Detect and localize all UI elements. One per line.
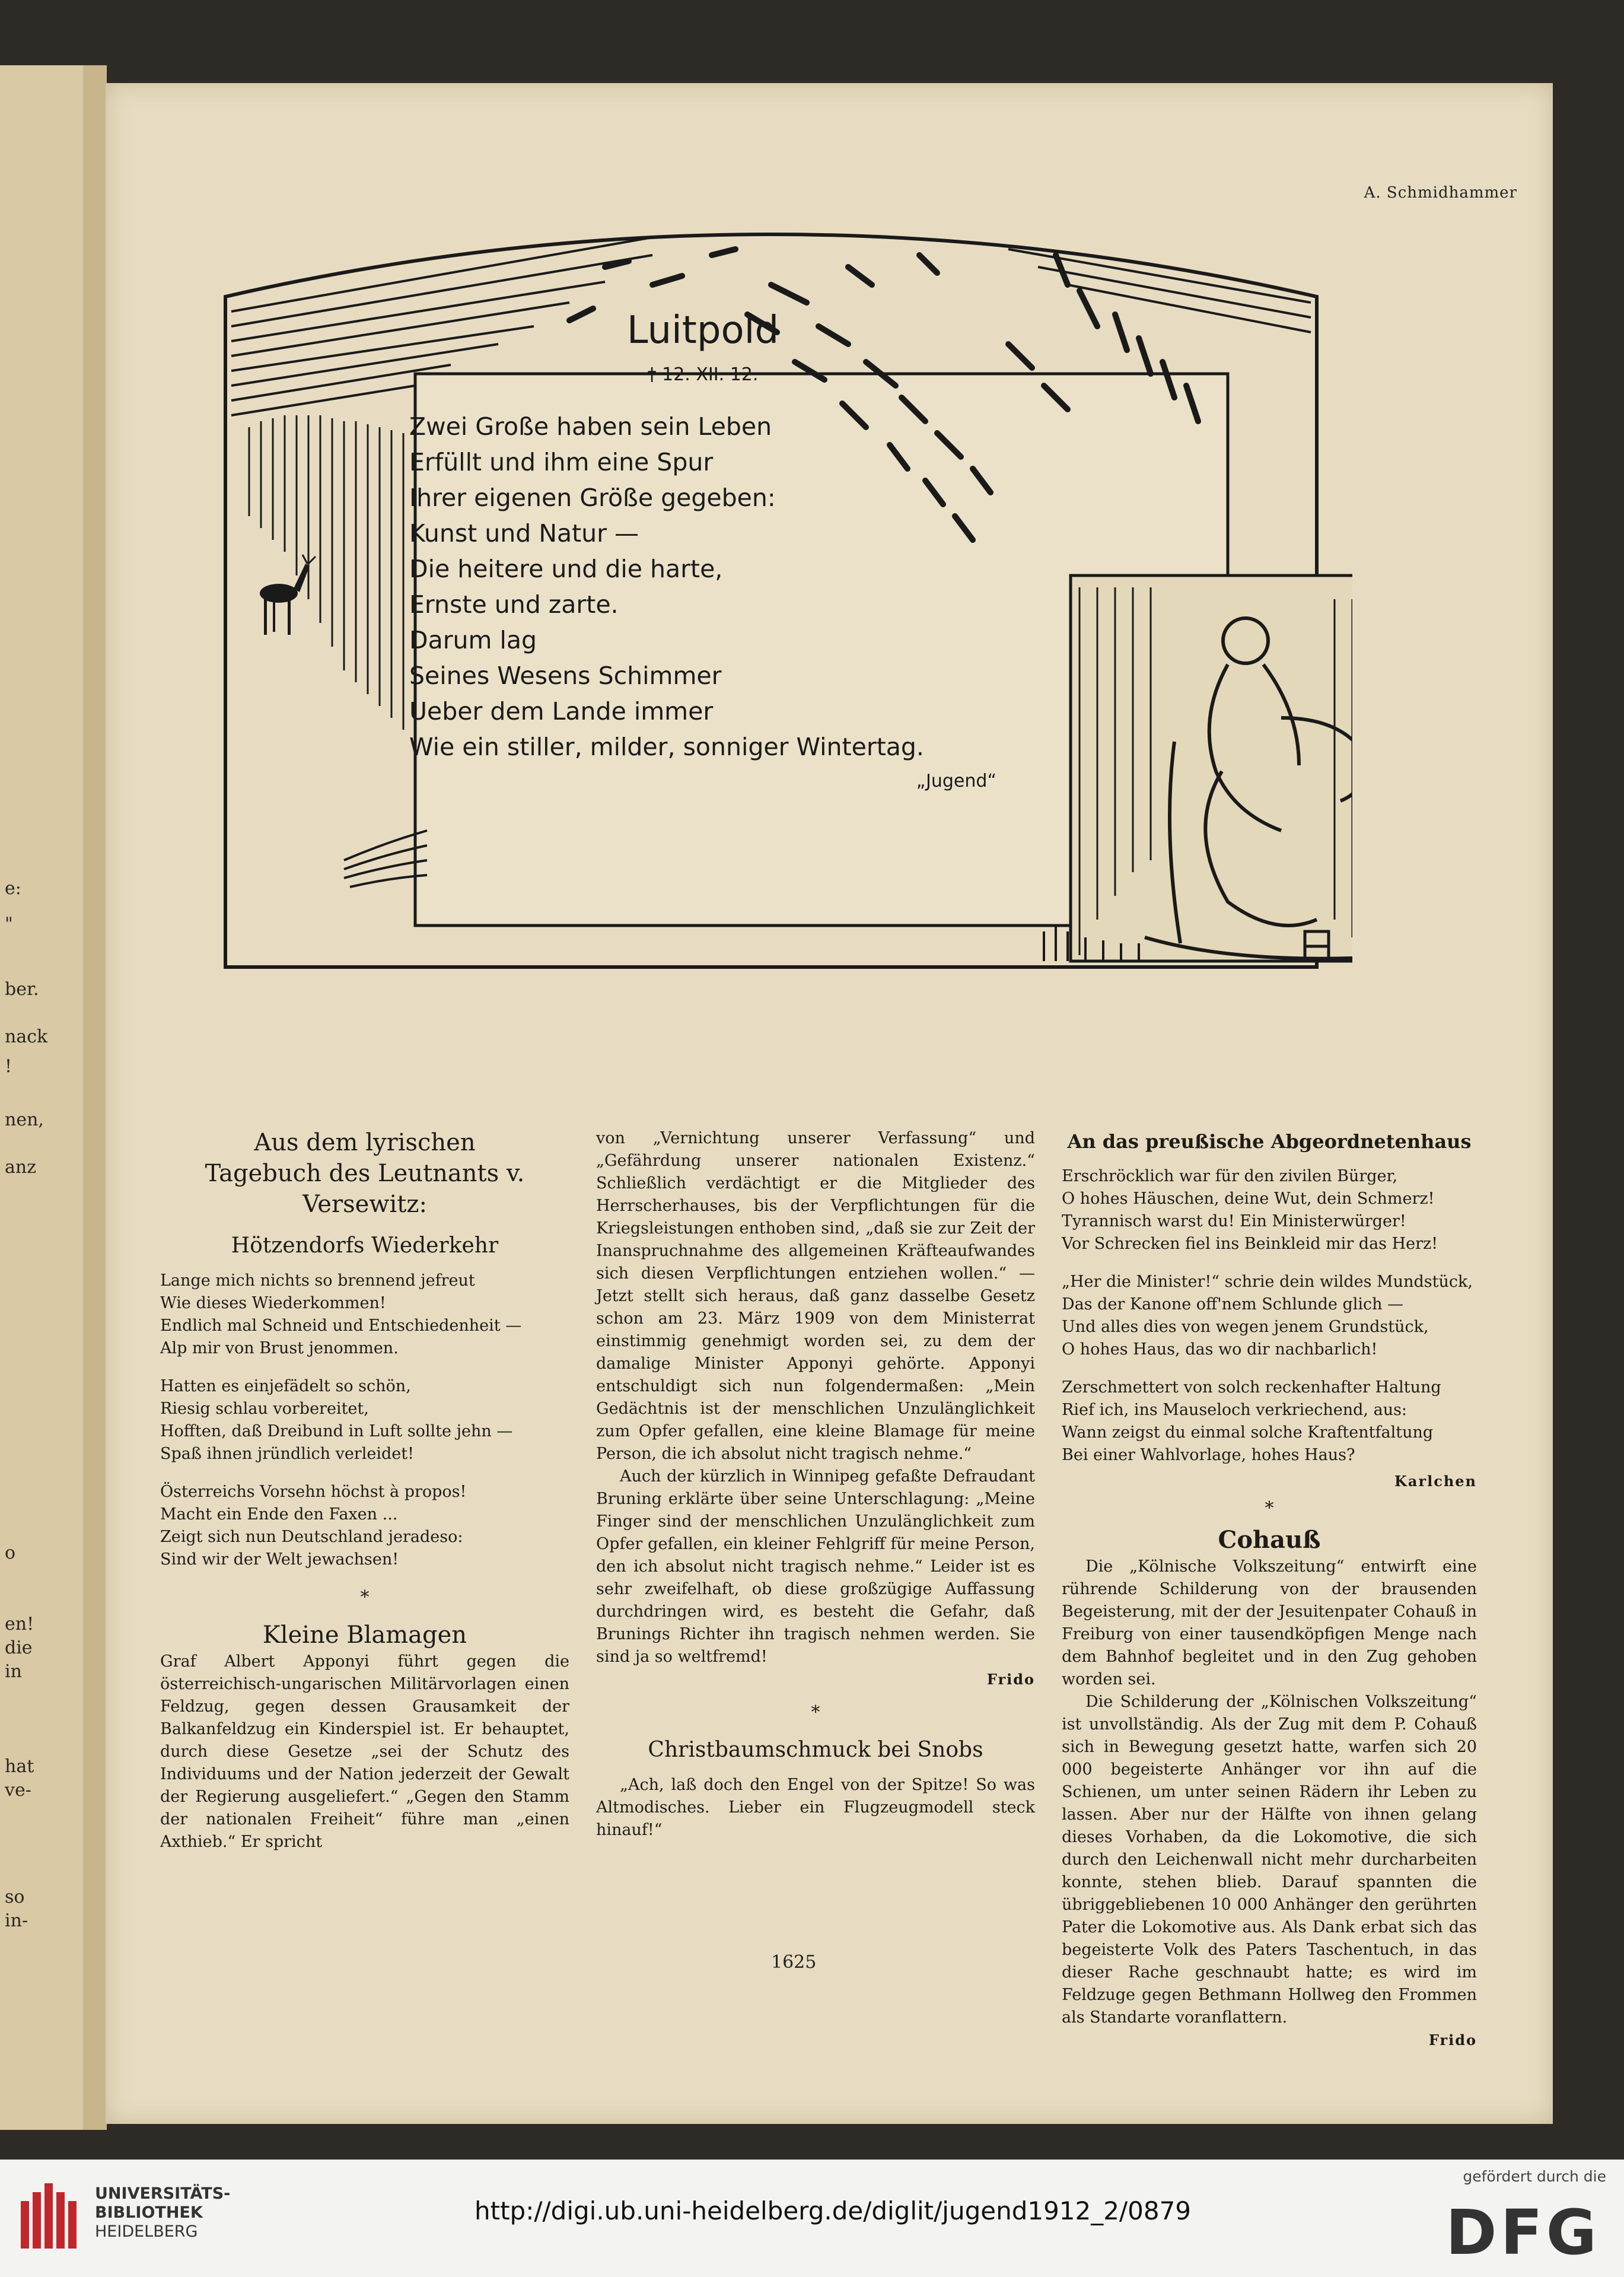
heading-abgeordnetenhaus: An das preußische Abgeordnetenhaus [1067,1130,1472,1153]
section-separator: * [811,1702,820,1723]
artist-credit: A. Schmidhammer [1364,184,1517,202]
article-text: „Ach, laß doch den Engel von der Spitze! So was Altmodisches. Lieber ein Flugzeugmodell steck hinauf!“ [596,1776,1035,1839]
heading-lyric-diary-1: Aus dem lyrischen [254,1129,476,1156]
previous-page-text-fragment: o [5,1543,16,1563]
column-1 [160,1127,569,1853]
heading-lyric-diary-2: Tagebuch des Leutnants v. Versewitz: [205,1160,525,1218]
previous-page-text-fragment: so [5,1887,25,1907]
stanza [160,1270,569,1360]
article-text: Graf Albert Apponyi führt gegen die österreichisch-ungarischen Militärvorlagen einen Feldzug, gegen dessen Grausamkeit der Balkanfeldzug ein Kinderspiel ist. Er behauptet, durch diese Gesetze „sei der Schutz des Individuums und der Nation jederzeit der Gewalt der Regierung ausgeliefert.“ „Gegen den Stamm der nationalen Freiheit“ führe man „einen Axthieb.“ Er spricht [160,1652,569,1851]
previous-page-text-fragment: e: [5,878,21,899]
verse-line: Tyrannisch warst du! Ein Ministerwürger! [1062,1212,1406,1230]
verse-line: Riesig schlau vorbereitet, [160,1400,369,1418]
library-name-line: HEIDELBERG [95,2222,198,2241]
verse-line: O hohes Haus, das wo dir nachbarlich! [1062,1340,1378,1359]
verse-line: Das der Kanone off'nem Schlunde glich — [1062,1295,1404,1314]
verse-line: Hofften, daß Dreibund in Luft sollte jehn — [160,1422,513,1440]
previous-page-text-fragment: die [5,1637,33,1658]
previous-page-text-fragment: ve- [5,1780,31,1801]
previous-page-text-fragment: ! [5,1056,12,1077]
poem-line: Ernste und zarte. [409,590,619,619]
previous-page-text-fragment: en! [5,1614,34,1634]
poem-source: „Jugend“ [916,771,996,791]
funding-note: gefördert durch die [1463,2168,1606,2185]
library-name-line: UNIVERSITÄTS- [95,2184,231,2203]
verse-line: Zerschmettert von solch reckenhafter Haltung [1062,1378,1441,1397]
poem-line: Ueber dem Lande immer [409,697,714,726]
previous-page-text-fragment: in [5,1661,22,1682]
dfg-logo: DFG [1445,2196,1600,2269]
article-text: Auch der kürzlich in Winnipeg gefaßte Defraudant Bruning erklärte über seine Unterschlagung: „Meine Finger sind der menschlichen Unzulänglichkeit zum Opfer gefallen, ein kleiner Fehlgriff für meine Person, den ich absolut nicht tragisch nehme.“ Leider ist es sehr zweifelhaft, ob diese großzügige Auffassung durchdringen wird, es besteht die Gefahr, daß Brunings Richter ihn tragisch nehmen werden. Sie sind ja so weltfremd! [596,1467,1035,1666]
poem-title: Luitpold [626,309,779,352]
poem-luitpold [409,309,996,791]
article-text: Die Schilderung der „Kölnischen Volkszeitung“ ist unvollständig. Als der Zug mit dem P. Cohauß sich in Bewegung gesetzt hatte, warfen sich 20 000 begeisterte Anhänger vor ihn auf die Schienen, um unter seinen Rädern ihr Leben zu lassen. Aber nur der Hälfte von ihnen gelang dieses Vorhaben, da die Lokomotive, die sich durch den Leichenwall nicht mehr durcharbeiten konnte, stehen blieb. Darauf spannten die übriggebliebenen 10 000 Anhänger den gerührten Pater die Lokomotive aus. Als Dank erbat sich das begeisterte Volk des Paters Taschentuch, in das dieser Rache geschnaubt hatte; es wird im Feldzuge gegen Bethmann Hollweg den Frommen als Standarte voranflattern. [1062,1693,1477,2027]
verse-line: Sind wir der Welt jewachsen! [160,1550,399,1569]
previous-page-text-fragment: anz [5,1157,37,1178]
poem-line: Zwei Große haben sein Leben [409,412,772,441]
poem-line: Seines Wesens Schimmer [409,662,722,690]
signature: Frido [1428,2031,1477,2049]
previous-page-text-fragment: nack [5,1026,48,1047]
verse-line: Wann zeigst du einmal solche Kraftentfaltung [1062,1423,1434,1442]
footer-bar [0,2160,1624,2277]
verse-line: Erschröcklich war für den zivilen Bürger, [1062,1167,1398,1185]
verse-line: Österreichs Vorsehn höchst à propos! [160,1483,467,1501]
poem-line: Kunst und Natur — [409,519,639,548]
verse-line: Endlich mal Schneid und Entschiedenheit — [160,1316,522,1335]
verse-line: Bei einer Wahlvorlage, hohes Haus? [1062,1446,1355,1464]
signature: Karlchen [1394,1473,1477,1490]
stanza [160,1481,569,1571]
verse-line: „Her die Minister!“ schrie dein wildes Mundstück, [1062,1273,1473,1291]
section-separator: * [1265,1498,1274,1519]
verse-line: Spaß ihnen jründlich verleidet! [160,1445,414,1463]
previous-page-text-fragment: in- [5,1910,28,1931]
page-number: 1625 [771,1952,817,1973]
library-name [95,2184,230,2241]
verse-line: Vor Schrecken fiel ins Beinkleid mir das Herz! [1062,1235,1438,1253]
previous-page-text-fragment: ber. [5,979,39,1000]
poem-line: Erfüllt und ihm eine Spur [409,448,714,476]
previous-page-text-fragment: nen, [5,1109,44,1130]
university-library-logo [18,2177,83,2254]
verse-line: Macht ein Ende den Faxen ... [160,1505,398,1524]
permalink-url[interactable]: http://digi.ub.uni-heidelberg.de/diglit/jugend1912_2/0879 [475,2196,1192,2225]
poem-line: Ihrer eigenen Größe gegeben: [409,484,776,512]
signature: Frido [986,1671,1035,1688]
poem-line: Wie ein stiller, milder, sonniger Wintertag. [409,733,924,761]
column-3 [1062,1127,1477,2052]
subheading-hoetzendorf: Hötzendorfs Wiederkehr [231,1233,499,1258]
heading-christbaumschmuck: Christbaumschmuck bei Snobs [648,1738,983,1762]
verse-line: Alp mir von Brust jenommen. [160,1339,399,1357]
article-text: Die „Kölnische Volkszeitung“ entwirft eine rührende Schilderung von der brausenden Begeisterung, mit der der Jesuitenpater Cohauß in Freiburg von einer tausendköpfigen Menge nach dem Bahnhof begleitet und in den Zug gehoben worden sei. [1062,1557,1477,1688]
verse-line: Rief ich, ins Mauseloch verkriechend, aus: [1062,1401,1408,1419]
column-2 [596,1127,1035,1842]
verse-line: Und alles dies von wegen jenem Grundstück, [1062,1318,1429,1336]
previous-page-text-fragment: hat [5,1756,34,1777]
verse-line: Zeigt sich nun Deutschland jeradeso: [160,1528,463,1546]
book-gutter [83,65,107,2130]
poem-line: Darum lag [409,626,537,654]
previous-page-text-fragment: " [5,914,13,934]
article-text: von „Vernichtung unserer Verfassung“ und „Gefährdung unserer nationalen Existenz.“ Schließlich verdächtigt er die Mitglieder des Herrscherhauses, bis der Verpflichtungen für die Kriegsleistungen enthoben sind, „daß sie zur Zeit der Inanspruchnahme des allgemeinen Kräfteaufwandes sich diesen Verpflichtungen entziehen wollen.“ — Jetzt stellt sich heraus, daß ganz dasselbe Gesetz schon am 23. März 1909 von dem Ministerrat einstimmig genehmigt worden sei, zu dem der damalige Minister Apponyi gehörte. Apponyi entschuldigt sich nun folgendermaßen: „Mein Gedächtnis ist der menschlichen Unzulänglichkeit zum Opfer gefallen, eine kleine Blamage für meine Person, die ich absolut nicht tragisch nehme.“ [596,1129,1035,1463]
heading-cohausz: Cohauß [1218,1526,1321,1554]
stanza [1062,1165,1477,1255]
stanza [1062,1271,1477,1361]
section-separator: * [360,1587,370,1608]
stanza [1062,1376,1477,1467]
verse-line: Hatten es einjefädelt so schön, [160,1377,411,1395]
previous-page-edge [0,65,89,2130]
poem-date: † 12. XII. 12. [647,364,759,385]
poem-line: Die heitere und die harte, [409,555,723,583]
verse-line: O hohes Häuschen, deine Wut, dein Schmerz! [1062,1190,1435,1208]
stanza [160,1375,569,1465]
verse-line: Lange mich nichts so brennend jefreut [160,1271,475,1290]
heading-kleine-blamagen: Kleine Blamagen [262,1621,467,1649]
library-name-line: BIBLIOTHEK [95,2203,203,2222]
verse-line: Wie dieses Wiederkommen! [160,1294,386,1312]
